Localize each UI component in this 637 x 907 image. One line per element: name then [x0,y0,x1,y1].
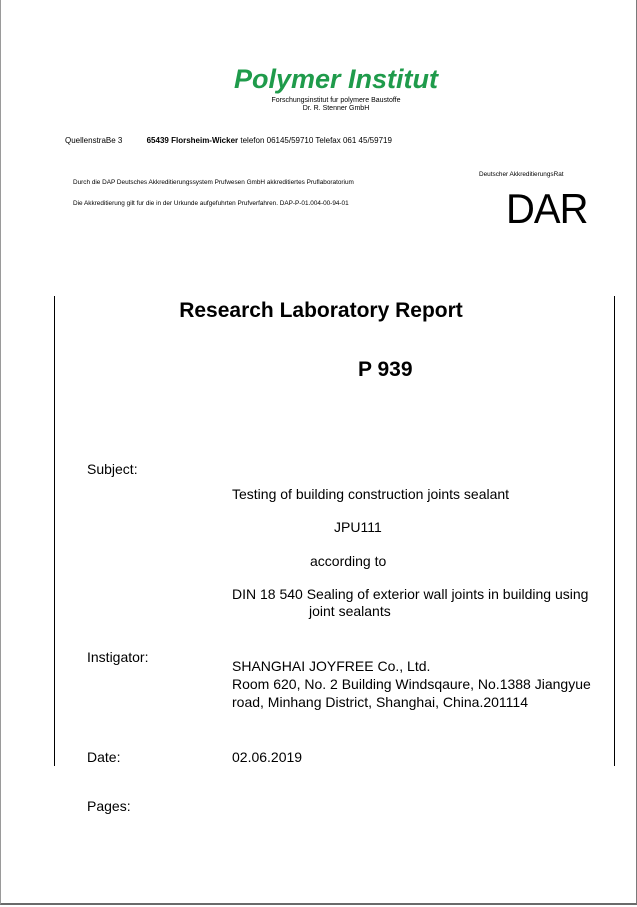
instigator-name: SHANGHAI JOYFREE Co., Ltd. [232,658,431,674]
address-street: QuellenstraBe 3 [65,136,123,145]
institute-director: Dr. R. Stenner GmbH [302,105,370,112]
institute-address [65,136,392,145]
pages-label: Pages: [87,798,131,814]
subject-description: Testing of building construction joints sealant [232,486,510,502]
dar-label: Deutscher AkkreditierungsRat [479,171,564,178]
report-title: Research Laboratory Report [179,299,463,322]
dar-logo: DAR [506,186,588,233]
address-city: 65439 Florsheim-Wicker [146,136,239,145]
institute-logo-title: Polymer Institut [233,64,439,94]
instigator-address-line2: road, Minhang District, Shanghai, China.201114 [232,694,528,710]
subject-label: Subject: [87,461,138,477]
instigator-label: Instigator: [87,649,149,665]
report-number: P 939 [358,358,413,381]
instigator-address-line1: Room 620, No. 2 Building Windsqaure, No.1388 Jiangyue [232,676,591,692]
institute-subtitle: Forschungsinstitut fur polymere Baustoffe [271,97,401,104]
address-phone-fax: telefon 06145/59710 Telefax 061 45/59719 [240,136,392,145]
left-margin-rule [54,296,55,766]
right-margin-rule [614,296,615,766]
subject-standard: DIN 18 540 Sealing of exterior wall joints in building using [232,586,589,602]
date-value: 02.06.2019 [232,749,303,765]
subject-according: according to [310,553,387,569]
subject-standard-cont: joint sealants [309,603,391,619]
accreditation-statement: Durch die DAP Deutsches Akkreditierungssystem Prufwesen GmbH akkreditiertes Pruflaboratorium [73,179,354,186]
accreditation-scope: Die Akkreditierung gilt fur die in der Urkunde aufgefuhrten Prufverfahren. DAP-P-01.004-00-94-01 [73,200,349,207]
subject-product: JPU111 [334,519,382,535]
date-label: Date: [87,749,121,765]
